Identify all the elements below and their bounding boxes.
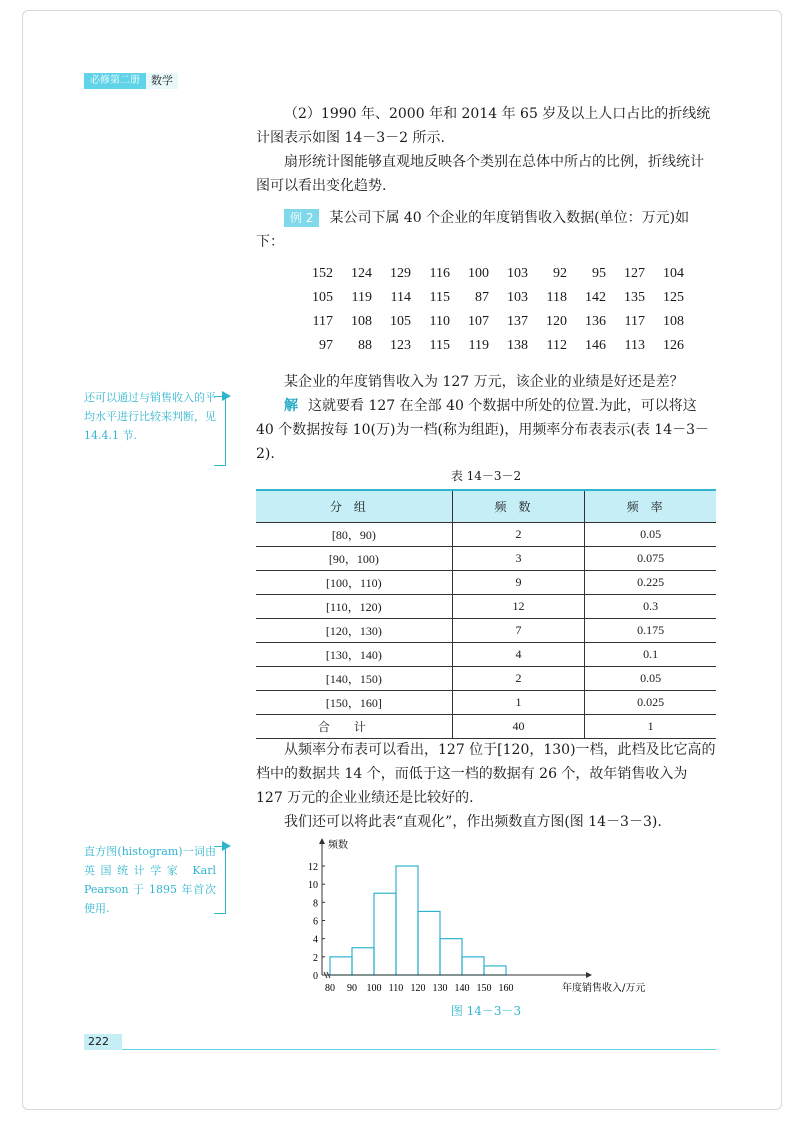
raw-data-cell: 116 — [429, 266, 450, 281]
y-axis-arrow-icon — [319, 838, 325, 844]
x-axis-arrow-icon — [586, 972, 592, 978]
side-note-arrow-icon-2 — [222, 841, 231, 851]
raw-data-cell: 123 — [390, 338, 411, 353]
x-tick-label: 100 — [366, 983, 382, 994]
page-number: 222 — [84, 1034, 122, 1050]
raw-data-cell: 119 — [351, 290, 372, 305]
raw-data-cell: 108 — [663, 314, 684, 329]
raw-data-cell: 124 — [351, 266, 372, 281]
raw-data-cell: 142 — [585, 290, 606, 305]
raw-data-cell: 117 — [312, 314, 333, 329]
raw-data-cell: 110 — [429, 314, 450, 329]
table-cell: 0.225 — [585, 570, 716, 594]
histogram-bar — [462, 957, 484, 975]
table-cell: [140，150) — [256, 666, 452, 690]
table-cell: 1 — [452, 690, 585, 714]
raw-data-cell: 88 — [358, 338, 372, 353]
raw-data-cell: 136 — [585, 314, 606, 329]
raw-data-grid — [294, 262, 684, 358]
running-header — [84, 73, 178, 89]
raw-data-cell: 135 — [624, 290, 645, 305]
raw-data-cell: 117 — [624, 314, 645, 329]
table-cell: 7 — [452, 618, 585, 642]
table-cell: 0.05 — [585, 666, 716, 690]
table-cell: 4 — [452, 642, 585, 666]
x-tick-label: 130 — [432, 983, 448, 994]
subject-title: 数学 — [146, 73, 178, 89]
table-row — [256, 690, 716, 714]
side-note-average: 还可以通过与销售收入的平均水平进行比较来判断，见 14.4.1 节. — [84, 391, 216, 442]
raw-data-cell: 138 — [507, 338, 528, 353]
table-row — [256, 642, 716, 666]
raw-data-cell: 105 — [312, 290, 333, 305]
histogram-chart — [296, 836, 676, 996]
table-caption: 表 14－3－2 — [450, 469, 522, 483]
raw-data-cell: 100 — [468, 266, 489, 281]
paragraph-conclusion: 从频率分布表可以看出，127 位于[120，130)一档，此档及比它高的档中的数据共 14 个，而低于这一档的数据有 26 个，故年销售收入为 127 万元的企业业绩还是比较好的. — [256, 742, 716, 806]
raw-data-cell: 105 — [390, 314, 411, 329]
table-header-count: 频数 — [452, 490, 585, 522]
x-tick-label: 120 — [410, 983, 426, 994]
raw-data-cell: 103 — [507, 290, 528, 305]
raw-data-cell: 87 — [475, 290, 489, 305]
side-note-histogram: 直方图(histogram)一词由英国统计学家 Karl Pearson 于 1895 年首次使用. — [84, 845, 216, 915]
raw-data-cell: 120 — [546, 314, 567, 329]
raw-data-cell: 103 — [507, 266, 528, 281]
table-cell: [100，110) — [256, 570, 452, 594]
x-tick-label: 140 — [454, 983, 470, 994]
x-tick-label: 160 — [498, 983, 514, 994]
table-cell: [120，130) — [256, 618, 452, 642]
table-cell: 9 — [452, 570, 585, 594]
raw-data-row — [294, 310, 684, 334]
raw-data-cell: 95 — [592, 266, 606, 281]
table-total-cell: 合计 — [256, 714, 452, 738]
y-tick-label: 6 — [313, 916, 318, 928]
solution-text: 这就要看 127 在全部 40 个数据中所处的位置.为此，可以将这 40 个数据按每 10(万)为一档(称为组距)，用频率分布表表示(表 14－3－2). — [256, 398, 710, 462]
table-cell: 12 — [452, 594, 585, 618]
raw-data-cell: 152 — [312, 266, 333, 281]
table-cell: 0.075 — [585, 546, 716, 570]
raw-data-cell: 104 — [663, 266, 684, 281]
table-row — [256, 594, 716, 618]
paragraph-line-chart: （2）1990 年、2000 年和 2014 年 65 岁及以上人口占比的折线统计图表示如图 14－3－2 所示. — [256, 106, 711, 146]
raw-data-cell: 125 — [663, 290, 684, 305]
raw-data-cell: 108 — [351, 314, 372, 329]
solution — [256, 394, 716, 466]
raw-data-cell: 97 — [319, 338, 333, 353]
x-axis-label: 年度销售收入/万元 — [562, 983, 646, 994]
table-header-group: 分组 — [256, 490, 452, 522]
x-tick-label: 90 — [347, 983, 357, 994]
frequency-table — [256, 489, 716, 739]
table-cell: [110，120) — [256, 594, 452, 618]
table-row — [256, 522, 716, 546]
paragraph-pie-chart: 扇形统计图能够直观地反映各个类别在总体中所占的比例，折线统计图可以看出变化趋势. — [256, 154, 704, 194]
table-row — [256, 666, 716, 690]
table-row — [256, 546, 716, 570]
question-text: 某企业的年度销售收入为 127 万元，该企业的业绩是好还是差？ — [284, 374, 684, 390]
raw-data-cell: 137 — [507, 314, 528, 329]
raw-data-cell: 115 — [429, 338, 450, 353]
raw-data-cell: 107 — [468, 314, 489, 329]
raw-data-cell: 127 — [624, 266, 645, 281]
table-cell: 3 — [452, 546, 585, 570]
histogram-bar — [352, 948, 374, 975]
raw-data-cell: 118 — [546, 290, 567, 305]
histogram-bar — [484, 966, 506, 975]
table-total-cell: 40 — [452, 714, 585, 738]
raw-data-row — [294, 262, 684, 286]
table-cell: 0.175 — [585, 618, 716, 642]
raw-data-cell: 146 — [585, 338, 606, 353]
y-axis-label: 频数 — [328, 840, 348, 851]
y-tick-label: 8 — [313, 898, 318, 910]
y-tick-label: 2 — [313, 952, 318, 964]
histogram-bar — [374, 893, 396, 975]
example-text: 某公司下属 40 个企业的年度销售收入数据(单位：万元)如下： — [256, 210, 690, 250]
raw-data-cell: 112 — [546, 338, 567, 353]
raw-data-cell: 129 — [390, 266, 411, 281]
raw-data-cell: 115 — [429, 290, 450, 305]
side-note-bracket — [214, 396, 226, 466]
histogram-bar — [418, 911, 440, 975]
x-tick-label: 80 — [325, 983, 335, 994]
table-total-cell: 1 — [585, 714, 716, 738]
book-title: 必修第二册 — [84, 73, 146, 89]
raw-data-row — [294, 334, 684, 358]
table-cell: 0.05 — [585, 522, 716, 546]
raw-data-cell: 114 — [390, 290, 411, 305]
table-cell: 0.3 — [585, 594, 716, 618]
example-tag: 例 2 — [284, 209, 319, 227]
table-row — [256, 570, 716, 594]
example-2 — [256, 206, 716, 254]
table-cell: 2 — [452, 666, 585, 690]
table-header-frequency: 频率 — [585, 490, 716, 522]
histogram-bar — [330, 957, 352, 975]
x-tick-label: 150 — [476, 983, 492, 994]
raw-data-row — [294, 286, 684, 310]
table-cell: 0.025 — [585, 690, 716, 714]
figure-caption: 图 14－3－3 — [450, 1004, 522, 1018]
table-cell: 0.1 — [585, 642, 716, 666]
histogram-bar — [440, 939, 462, 975]
table-row — [256, 618, 716, 642]
footer-rule — [122, 1049, 716, 1050]
y-tick-label: 12 — [308, 862, 318, 873]
raw-data-cell: 119 — [468, 338, 489, 353]
table-cell: [150，160] — [256, 690, 452, 714]
y-tick-label: 4 — [313, 934, 318, 946]
raw-data-cell: 113 — [624, 338, 645, 353]
table-total-row — [256, 714, 716, 738]
table-header-row — [256, 490, 716, 522]
x-tick-label: 110 — [388, 983, 404, 994]
side-note-bracket-2 — [214, 846, 226, 914]
table-cell: [130，140) — [256, 642, 452, 666]
y-tick-label: 0 — [313, 971, 318, 982]
side-note-arrow-icon — [222, 391, 231, 401]
y-tick-label: 10 — [308, 880, 318, 892]
raw-data-cell: 126 — [663, 338, 684, 353]
table-cell: [80，90) — [256, 522, 452, 546]
table-cell: [90，100) — [256, 546, 452, 570]
table-cell: 2 — [452, 522, 585, 546]
histogram-bar — [396, 866, 418, 975]
paragraph-histogram-intro: 我们还可以将此表“直观化”，作出频数直方图(图 14－3－3). — [284, 814, 662, 830]
raw-data-cell: 92 — [553, 266, 567, 281]
solution-tag: 解 — [284, 398, 298, 414]
